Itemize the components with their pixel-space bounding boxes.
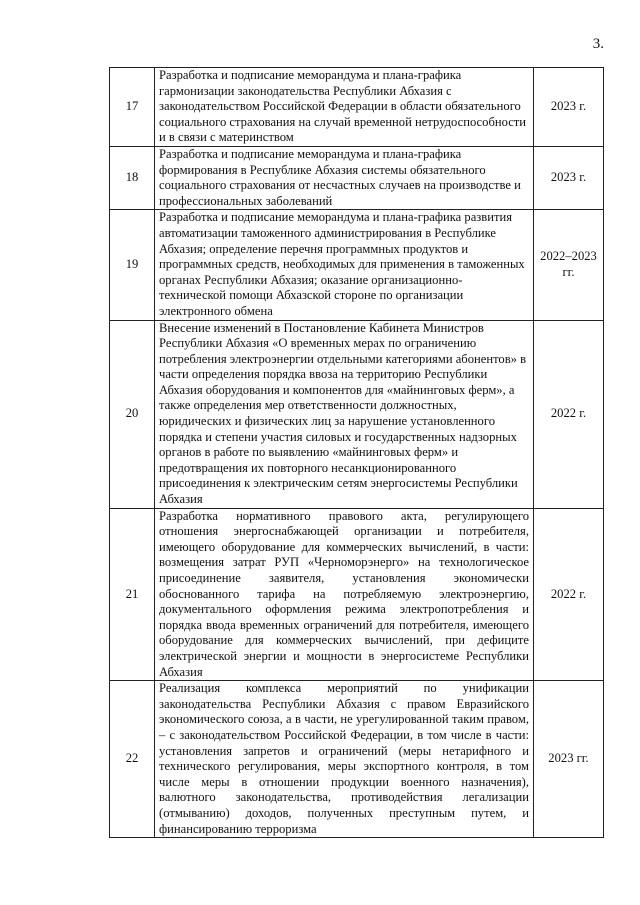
measure-deadline: 2023 гг. bbox=[534, 681, 604, 838]
page-number: 3. bbox=[592, 36, 604, 52]
measure-deadline: 2022–2023 гг. bbox=[534, 210, 604, 320]
row-number: 17 bbox=[110, 68, 155, 147]
row-number: 20 bbox=[110, 320, 155, 508]
measure-description: Внесение изменений в Постановление Кабинета Министров Республики Абхазия «О временных мерах по ограничению потребления электроэнергии отдельными категориями абонентов» в части определения порядка ввоза на территорию Республики Абхазия оборудования и компонентов для «майнинговых ферм», а также определения мер ответственности должностных, юридических и физических лиц за нарушение установленного порядка и степени участия силовых и государственных надзорных органов в работе по выявлению «майнинговых ферм» и предотвращения их повторного несанкционированного присоединения к электрическим сетям энергосистемы Республики Абхазия bbox=[155, 320, 534, 508]
table-row bbox=[110, 68, 604, 147]
row-number: 21 bbox=[110, 508, 155, 681]
table-row bbox=[110, 210, 604, 320]
measure-deadline: 2022 г. bbox=[534, 320, 604, 508]
measure-description: Разработка нормативного правового акта, регулирующего отношения энергоснабжающей организации и потребителя, имеющего оборудование для коммерческих вычислений, в части: возмещения затрат РУП «Черноморэнерго» на технологическое присоединение заявителя, установления экономически обоснованного тарифа на потребляемую электроэнергию, документального оформления режима электропотребления и порядка ввода временных ограничений для потребителя, имеющего оборудование для коммерческих вычислений, при дефиците электрической энергии и мощности в энергосистеме Республики Абхазия bbox=[155, 508, 534, 681]
table-row bbox=[110, 508, 604, 681]
row-number: 19 bbox=[110, 210, 155, 320]
measure-description: Разработка и подписание меморандума и плана-графика гармонизации законодательства Республики Абхазия с законодательством Российской Федерации в области обязательного социального страхования на случай временной нетрудоспособности и в связи с материнством bbox=[155, 68, 534, 147]
measure-deadline: 2023 г. bbox=[534, 146, 604, 209]
measures-table bbox=[109, 67, 604, 838]
measure-description: Реализация комплекса мероприятий по унификации законодательства Республики Абхазия с правом Евразийского экономического союза, а в части, не урегулированной таким правом, – с законодательством Российской Федерации, в том числе в части: установления запретов и ограничений (меры нетарифного и технического регулирования, меры экспортного контроля, в том числе меры в отношении продукции военного назначения), валютного законодательства, противодействия легализации (отмыванию) доходов, полученных преступным путем, и финансированию терроризма bbox=[155, 681, 534, 838]
measure-description: Разработка и подписание меморандума и плана-графика развития автоматизации таможенного администрирования в Республике Абхазия; определение перечня программных продуктов и программных средств, необходимых для применения в таможенных органах Республики Абхазия; оказание организационно-технической помощи Абхазской стороне по организации электронного обмена bbox=[155, 210, 534, 320]
measure-deadline: 2023 г. bbox=[534, 68, 604, 147]
table-row bbox=[110, 320, 604, 508]
table-row bbox=[110, 146, 604, 209]
measure-description: Разработка и подписание меморандума и плана-графика формирования в Республике Абхазия системы обязательного социального страхования от несчастных случаев на производстве и профессиональных заболеваний bbox=[155, 146, 534, 209]
table-row bbox=[110, 681, 604, 838]
measure-deadline: 2022 г. bbox=[534, 508, 604, 681]
row-number: 22 bbox=[110, 681, 155, 838]
row-number: 18 bbox=[110, 146, 155, 209]
